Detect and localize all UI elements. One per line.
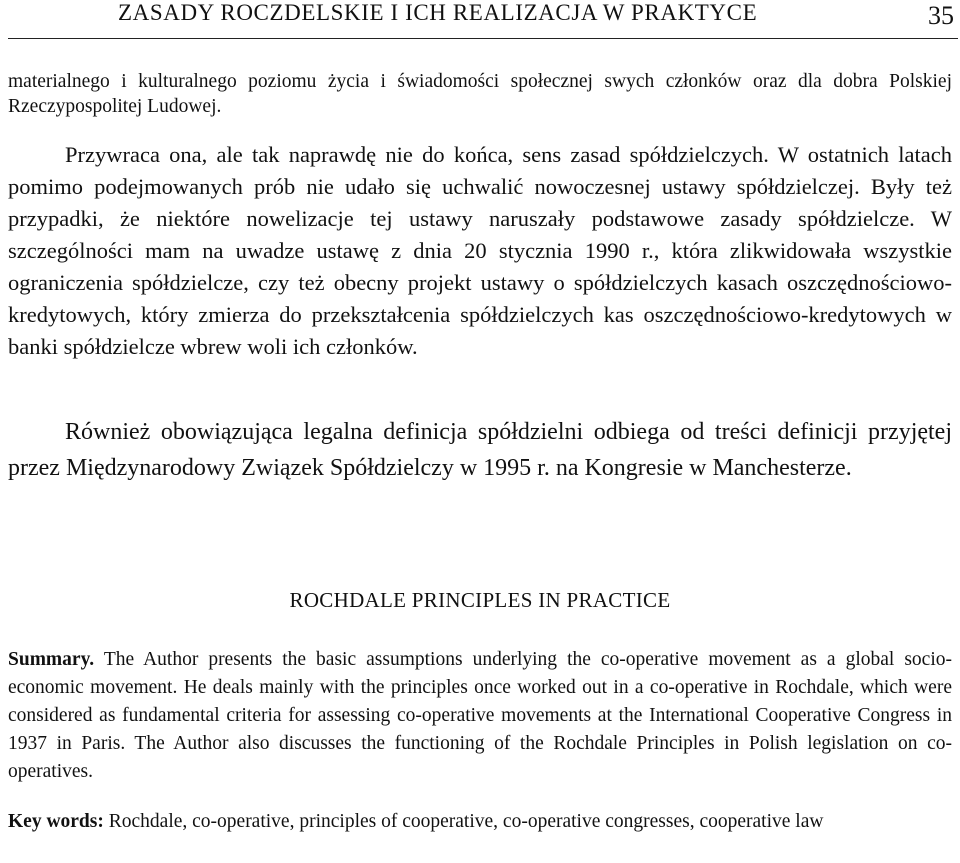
paragraph-cooperative-principles: Przywraca ona, ale tak naprawdę nie do końca, sens zasad spółdzielczych. W ostatnich latach pomimo podejmowanych prób nie udało się uchwalić nowoczesnej ustawy spółdzielczej. Były też przypadki, że niektóre nowelizacje tej ustawy naruszały podstawowe zasady spółdzielcze. W szczególności mam na uwadze ustawę z dnia 20 stycznia 1990 r., która zlikwidowała wszystkie ograniczenia spółdzielcze, czy też obecny projekt ustawy o spółdzielczych kasach oszczędnościowo-kredytowych, który zmierza do przekształcenia spółdzielczych kas oszczędnościowo-kredytowych w banki spółdzielcze wbrew woli ich członków. [8, 142, 952, 359]
paragraph-continuation: materialnego i kulturalnego poziomu życia i świadomości społecznej swych członków oraz dla dobra Polskiej Rzeczypospolitej Ludowej. [8, 71, 952, 117]
summary-paragraph [8, 646, 952, 786]
running-header [8, 0, 958, 39]
keywords-paragraph [8, 808, 952, 836]
keywords-text: Rochdale, co-operative, principles of cooperative, co-operative congresses, cooperative law [108, 811, 824, 832]
summary-heading: ROCHDALE PRINCIPLES IN PRACTICE [289, 588, 671, 612]
paragraph-legal-definition: Również obowiązująca legalna definicja spółdzielni odbiega od treści definicji przyjętej przez Międzynarodowy Związek Spółdzielczy w 1995 r. na Kongresie w Manchesterze. [8, 419, 952, 481]
page-number: 35 [928, 1, 954, 30]
running-title: ZASADY ROCZDELSKIE I ICH REALIZACJA W PRAKTYCE [118, 0, 758, 25]
keywords-label: Key words: [8, 811, 104, 832]
summary-text: The Author presents the basic assumptions underlying the co-operative movement as a global socio-economic movement. He deals mainly with the principles once worked out in a co-operative in Rochdale, which were considered as fundamental criteria for assessing co-operative movements at the International Cooperative Congress in 1937 in Paris. The Author also discusses the functioning of the Rochdale Principles in Polish legislation on co-operatives. [8, 649, 952, 782]
summary-label: Summary. [8, 649, 95, 670]
